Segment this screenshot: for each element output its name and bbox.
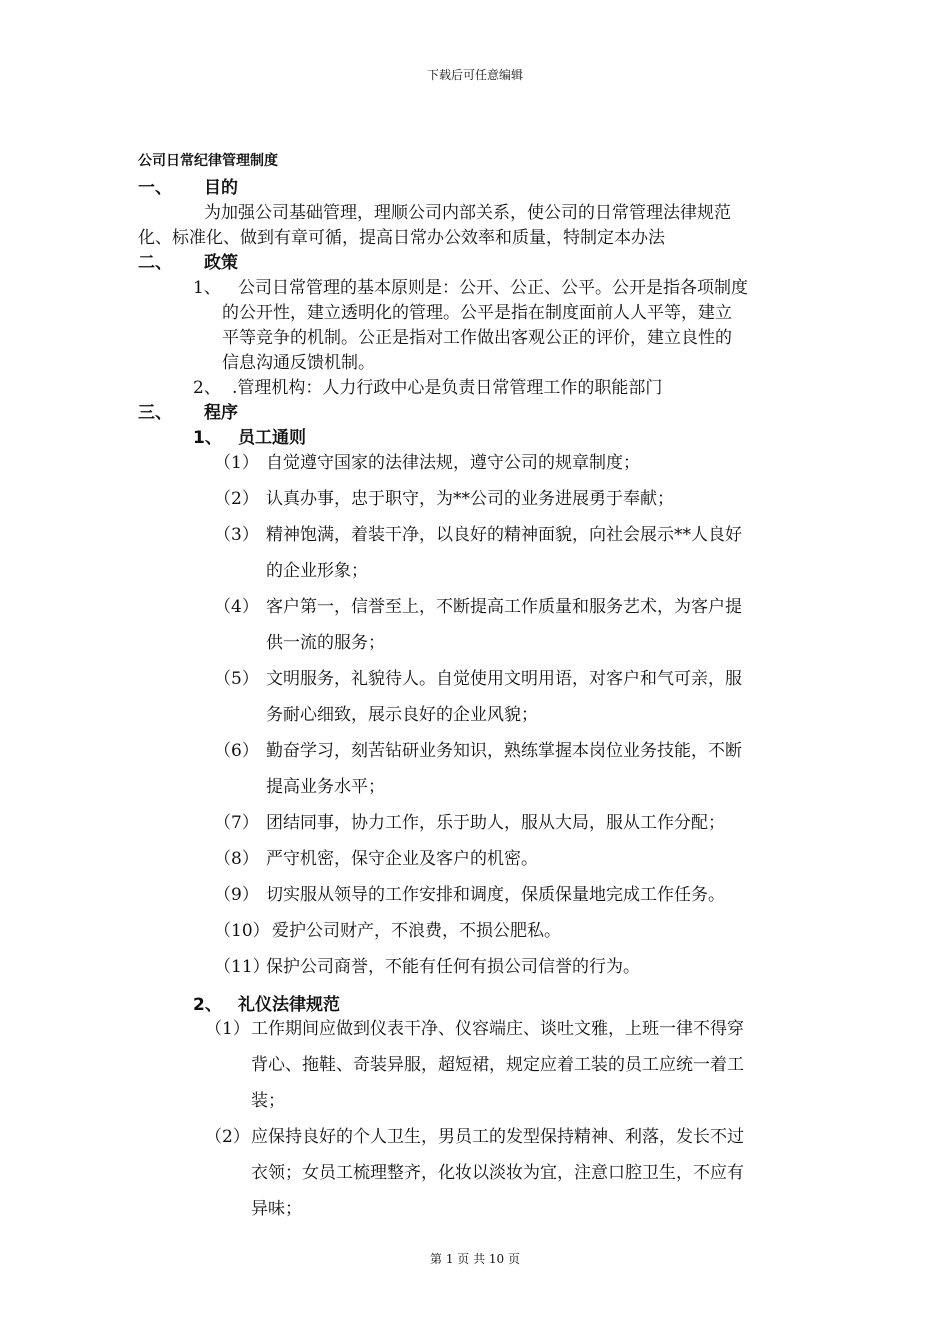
page-footer: 第 1 页 共 10 页 <box>430 1252 520 1266</box>
rule-number: （10） <box>214 921 270 941</box>
document-title: 公司日常纪律管理制度 <box>138 153 278 169</box>
rule-line: 团结同事，协力工作，乐于助人，服从大局，服从工作分配； <box>266 813 725 833</box>
page-header: 下载后可任意编辑 <box>426 68 523 82</box>
etiquette-number: （2） <box>205 1127 250 1147</box>
section-two-heading: 政策 <box>204 253 238 273</box>
rule-line: 精神饱满，着装干净，以良好的精神面貌，向社会展示**人良好 <box>266 525 742 545</box>
etiquette-line: 背心、拖鞋、奇装异服，超短裙，规定应着工装的员工应统一着工 <box>251 1055 744 1075</box>
section-one-paragraph-line: 化、标准化、做到有章可循，提高日常办公效率和质量，特制定本办法 <box>138 228 665 248</box>
section-three-number: 三、 <box>138 403 172 423</box>
etiquette-line: 装； <box>251 1091 285 1111</box>
rule-line: 爱护公司财产，不浪费，不损公肥私。 <box>272 921 561 941</box>
rule-line: 保护公司商誉，不能有任何有损公司信誉的行为。 <box>266 957 640 977</box>
policy-item-line: .管理机构：人力行政中心是负责日常管理工作的职能部门 <box>232 378 663 398</box>
rule-line: 供一流的服务； <box>266 633 385 653</box>
section-one-number: 一、 <box>138 178 172 198</box>
rule-line: 切实服从领导的工作安排和调度，保质保量地完成工作任务。 <box>266 885 725 905</box>
policy-item-line: 的公开性，建立透明化的管理。公平是指在制度面前人人平等，建立 <box>222 303 732 323</box>
section-one-paragraph-line: 为加强公司基础管理，理顺公司内部关系，使公司的日常管理法律规范 <box>204 203 731 223</box>
etiquette-line: 异味； <box>251 1199 302 1219</box>
section-three-heading: 程序 <box>204 403 238 423</box>
rule-number: （7） <box>214 813 259 833</box>
rule-number: （9） <box>214 885 259 905</box>
section-two-number: 二、 <box>138 253 172 273</box>
subsection-number: 2、 <box>193 995 222 1015</box>
rule-line: 提高业务水平； <box>266 777 385 797</box>
rule-line: 自觉遵守国家的法律法规，遵守公司的规章制度； <box>266 453 640 473</box>
rule-number: （5） <box>214 669 259 689</box>
rule-line: 勤奋学习，刻苦钻研业务知识，熟练掌握本岗位业务技能，不断 <box>266 741 742 761</box>
etiquette-line: 应保持良好的个人卫生，男员工的发型保持精神、利落，发长不过 <box>251 1127 744 1147</box>
rule-number: （1） <box>214 453 259 473</box>
policy-item-number: 2、 <box>193 378 221 398</box>
section-one-heading: 目的 <box>204 178 238 198</box>
subsection-number: 1、 <box>193 428 222 448</box>
policy-item-number: 1、 <box>193 278 221 298</box>
rule-number: （4） <box>214 597 259 617</box>
rule-line: 客户第一，信誉至上，不断提高工作质量和服务艺术，为客户提 <box>266 597 742 617</box>
rule-line: 认真办事，忠于职守，为**公司的业务进展勇于奉献； <box>266 489 674 509</box>
subsection-heading: 礼仪法律规范 <box>238 995 340 1015</box>
rule-line: 务耐心细致，展示良好的企业风貌； <box>266 705 538 725</box>
rule-line: 文明服务，礼貌待人。自觉使用文明用语，对客户和气可亲，服 <box>266 669 742 689</box>
etiquette-line: 衣领；女员工梳理整齐，化妆以淡妆为宜，注意口腔卫生，不应有 <box>251 1163 744 1183</box>
etiquette-number: （1） <box>205 1019 250 1039</box>
rule-number: （8） <box>214 849 259 869</box>
rule-line: 的企业形象； <box>266 561 368 581</box>
rule-number: （2） <box>214 489 259 509</box>
policy-item-line: 信息沟通反馈机制。 <box>222 353 375 373</box>
rule-number: （6） <box>214 741 259 761</box>
policy-item-line: 平等竞争的机制。公正是指对工作做出客观公正的评价，建立良性的 <box>222 328 732 348</box>
policy-item-line: 公司日常管理的基本原则是：公开、公正、公平。公开是指各项制度 <box>238 278 748 298</box>
subsection-heading: 员工通则 <box>238 428 306 448</box>
rule-number: （11） <box>214 957 270 977</box>
rule-number: （3） <box>214 525 259 545</box>
rule-line: 严守机密，保守企业及客户的机密。 <box>266 849 538 869</box>
etiquette-line: 工作期间应做到仪表干净、仪容端庄、谈吐文雅，上班一律不得穿 <box>251 1019 744 1039</box>
